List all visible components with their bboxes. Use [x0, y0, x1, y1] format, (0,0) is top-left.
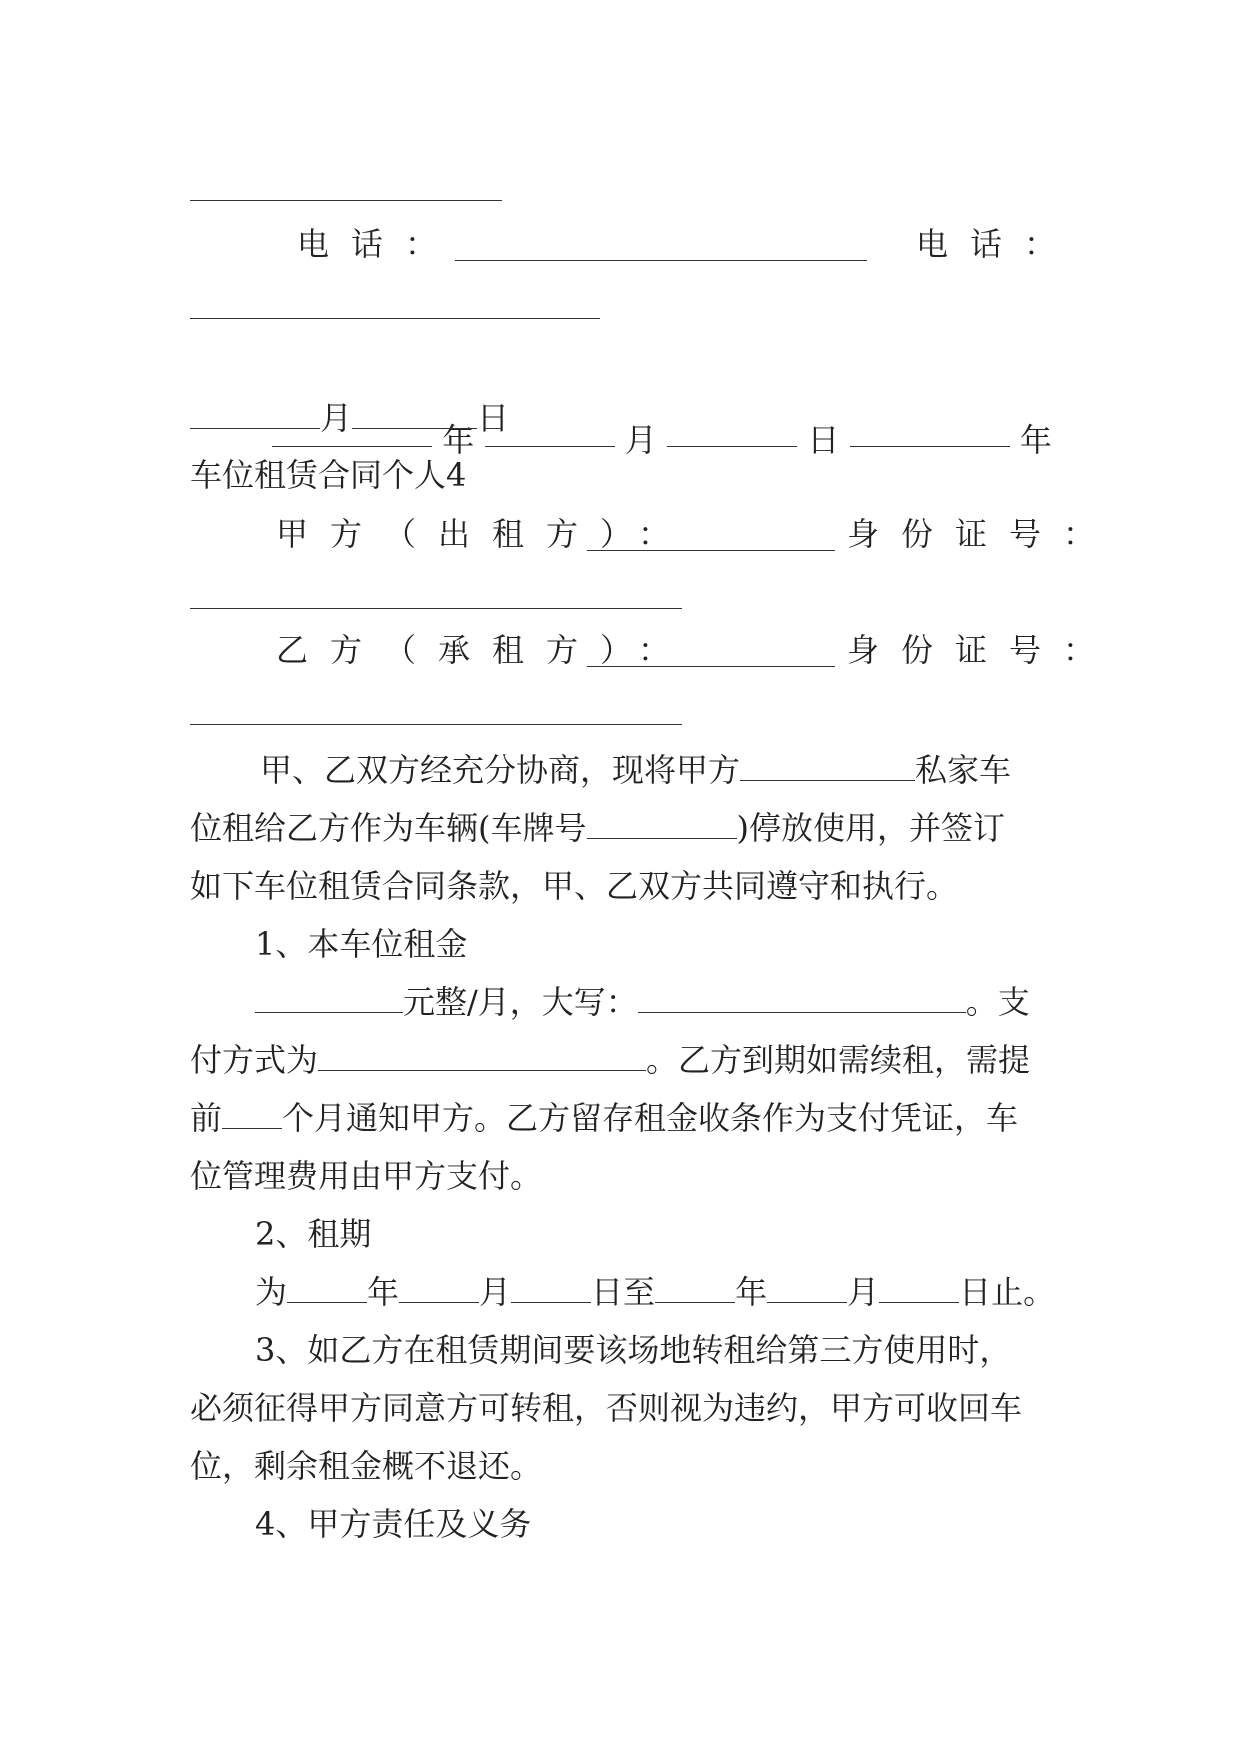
party-b-name-blank	[587, 666, 835, 667]
day-label: 日至	[591, 1273, 656, 1311]
payment-method-blank	[318, 1044, 646, 1071]
location-blank	[740, 754, 915, 781]
party-a-label: 甲方（出租方）：	[276, 515, 693, 553]
intro-line-2	[190, 808, 1005, 848]
clause-text: 元整/月，大写：	[403, 983, 638, 1021]
clause-1-line-1	[255, 982, 1030, 1022]
date-row-2	[190, 398, 509, 438]
date-row-1	[272, 340, 1052, 540]
intro-text: 位租给乙方作为车辆(车牌号	[190, 809, 587, 847]
clause-2-term-line	[255, 1272, 1055, 1312]
date-blank	[399, 1276, 479, 1303]
month-label: 月	[479, 1273, 512, 1311]
blank-line-top	[190, 200, 502, 201]
month-label: 月	[847, 1273, 880, 1311]
intro-text: 甲、乙双方经充分协商，现将甲方	[260, 751, 741, 789]
clause-1-heading: 1、本车位租金	[255, 925, 468, 963]
clause-4-heading: 4、甲方责任及义务	[255, 1505, 532, 1543]
contract-title: 车位租赁合同个人4	[190, 456, 467, 494]
date-blank	[879, 1276, 959, 1303]
date-blank	[767, 1276, 847, 1303]
date-blank	[287, 1276, 367, 1303]
clause-1-line-3	[190, 1098, 1018, 1138]
year-label: 年	[367, 1273, 400, 1311]
phone-blank-continued	[190, 318, 600, 319]
plate-number-blank	[587, 812, 737, 839]
phone-label-right: 电话：	[916, 225, 1079, 263]
month-label: 月	[624, 421, 657, 459]
id-label: 身份证号：	[847, 515, 1118, 553]
clause-text: 。乙方到期如需续租，需提	[646, 1041, 1031, 1079]
intro-line-1	[260, 750, 1011, 790]
clause-text: 前	[190, 1099, 223, 1137]
id-label: 身份证号：	[847, 631, 1118, 669]
date-blank	[352, 402, 477, 429]
date-blank	[655, 1276, 735, 1303]
clause-text: 付方式为	[190, 1041, 319, 1079]
intro-text: 私家车	[915, 751, 1012, 789]
day-label: 日	[477, 399, 510, 437]
party-a-name-blank	[587, 550, 835, 551]
clause-3-line-1: 3、如乙方在租赁期间要该场地转租给第三方使用时，	[255, 1331, 1012, 1369]
phone-blank-left	[455, 260, 867, 261]
date-blank	[850, 420, 1010, 447]
phone-label-left: 电话：	[297, 225, 460, 263]
intro-text: )停放使用，并签订	[736, 809, 1005, 847]
year-label: 年	[1019, 421, 1052, 459]
month-label: 月	[320, 399, 353, 437]
day-label: 日止。	[959, 1273, 1056, 1311]
clause-3-line-2: 必须征得甲方同意方可转租，否则视为违约，甲方可收回车	[190, 1389, 1023, 1427]
rent-uppercase-blank	[638, 986, 966, 1013]
clause-text: 为	[255, 1273, 288, 1311]
rent-amount-blank	[255, 986, 403, 1013]
date-blank	[511, 1276, 591, 1303]
day-label: 日	[807, 421, 840, 459]
clause-text: 。支	[965, 983, 1030, 1021]
clause-2-heading: 2、租期	[255, 1215, 372, 1253]
year-label: 年	[735, 1273, 768, 1311]
year-label: 年	[442, 421, 475, 459]
date-blank	[667, 420, 797, 447]
date-blank	[190, 402, 320, 429]
party-b-id-blank	[190, 724, 682, 725]
clause-text: 个月通知甲方。乙方留存租金收条作为支付凭证，车	[282, 1099, 1019, 1137]
clause-1-line-2	[190, 1040, 1030, 1080]
party-b-label: 乙方（承租方）：	[276, 631, 693, 669]
clause-3-line-3: 位，剩余租金概不退还。	[190, 1447, 543, 1485]
clause-1-line-4: 位管理费用由甲方支付。	[190, 1157, 543, 1195]
notice-months-blank	[222, 1102, 282, 1129]
intro-line-3: 如下车位租赁合同条款，甲、乙双方共同遵守和执行。	[190, 867, 959, 905]
party-a-id-blank	[190, 608, 682, 609]
